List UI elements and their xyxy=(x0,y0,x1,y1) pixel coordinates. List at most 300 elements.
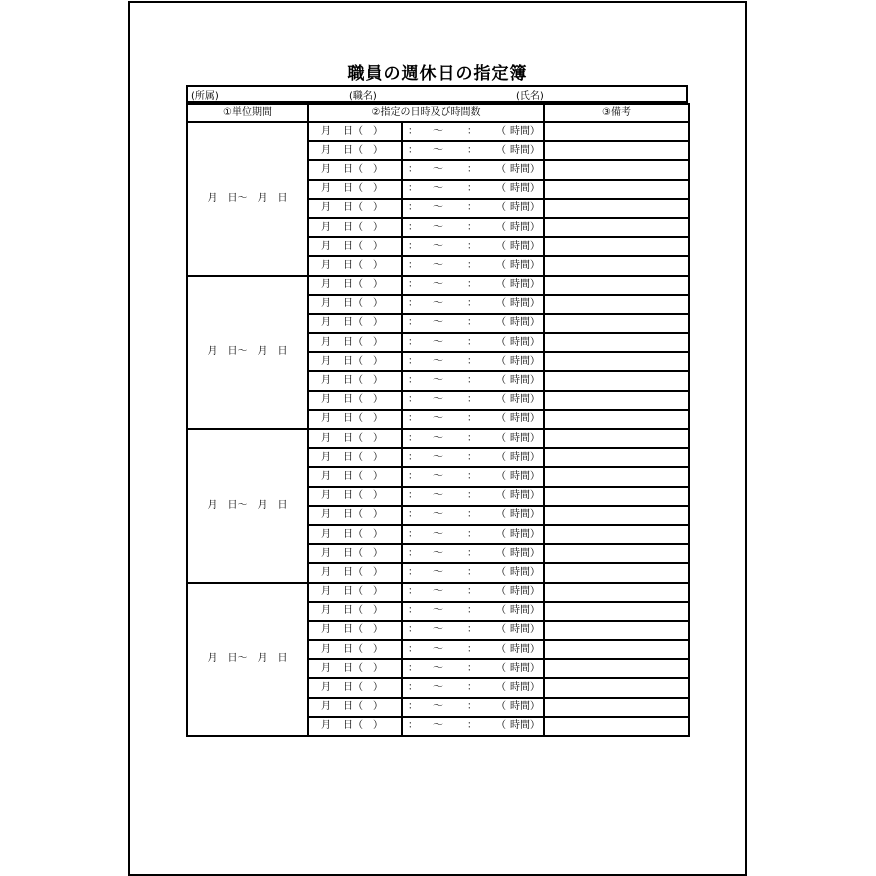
tilde: ～ xyxy=(433,221,443,233)
day-weekday-label: 日（ ） xyxy=(343,279,383,291)
remarks-cell[interactable] xyxy=(544,602,689,621)
paren-open: （ xyxy=(496,682,506,694)
hours-label: 時間） xyxy=(510,163,540,175)
time-range-cell[interactable] xyxy=(402,314,544,333)
tilde: ～ xyxy=(433,586,443,598)
hours-label: 時間） xyxy=(510,701,540,713)
end-colon: ： xyxy=(467,566,477,578)
month-label: 月 xyxy=(321,394,331,406)
date-cell[interactable] xyxy=(308,276,402,295)
date-cell[interactable] xyxy=(308,141,402,160)
paren-open: （ xyxy=(496,298,506,310)
end-colon: ： xyxy=(467,163,477,175)
time-range-cell[interactable] xyxy=(402,276,544,295)
date-cell[interactable] xyxy=(308,352,402,371)
remarks-cell[interactable] xyxy=(544,276,689,295)
time-range-cell[interactable] xyxy=(402,525,544,544)
date-cell[interactable] xyxy=(308,199,402,218)
period-cell[interactable]: 月 日～ 月 日 xyxy=(187,583,308,737)
month-label: 月 xyxy=(321,240,331,252)
start-colon: ： xyxy=(408,451,418,463)
start-colon: ： xyxy=(408,336,418,348)
hours-label: 時間） xyxy=(510,394,540,406)
paren-open: （ xyxy=(496,125,506,137)
end-colon: ： xyxy=(467,259,477,271)
day-weekday-label: 日（ ） xyxy=(343,202,383,214)
end-colon: ： xyxy=(467,336,477,348)
start-colon: ： xyxy=(408,566,418,578)
start-colon: ： xyxy=(408,202,418,214)
end-colon: ： xyxy=(467,470,477,482)
hours-label: 時間） xyxy=(510,125,540,137)
paren-open: （ xyxy=(496,336,506,348)
paren-open: （ xyxy=(496,432,506,444)
remarks-cell[interactable] xyxy=(544,467,689,486)
date-cell[interactable] xyxy=(308,544,402,563)
date-cell[interactable] xyxy=(308,429,402,448)
month-label: 月 xyxy=(321,643,331,655)
job-title-field[interactable] xyxy=(346,87,513,101)
date-cell[interactable] xyxy=(308,448,402,467)
time-range-cell[interactable] xyxy=(402,659,544,678)
paren-open: （ xyxy=(496,720,506,732)
remarks-cell[interactable] xyxy=(544,659,689,678)
paren-open: （ xyxy=(496,240,506,252)
day-weekday-label: 日（ ） xyxy=(343,163,383,175)
start-colon: ： xyxy=(408,605,418,617)
day-weekday-label: 日（ ） xyxy=(343,125,383,137)
end-colon: ： xyxy=(467,624,477,636)
paren-open: （ xyxy=(496,279,506,291)
remarks-cell[interactable] xyxy=(544,678,689,697)
tilde: ～ xyxy=(433,413,443,425)
hours-label: 時間） xyxy=(510,144,540,156)
period-cell[interactable]: 月 日～ 月 日 xyxy=(187,122,308,276)
end-colon: ： xyxy=(467,701,477,713)
end-colon: ： xyxy=(467,279,477,291)
remarks-cell[interactable] xyxy=(544,640,689,659)
remarks-cell[interactable] xyxy=(544,391,689,410)
table-header-row xyxy=(187,104,689,122)
month-label: 月 xyxy=(321,566,331,578)
date-cell[interactable] xyxy=(308,391,402,410)
month-label: 月 xyxy=(321,605,331,617)
time-range-cell[interactable] xyxy=(402,371,544,390)
month-label: 月 xyxy=(321,528,331,540)
hours-label: 時間） xyxy=(510,259,540,271)
date-cell[interactable] xyxy=(308,640,402,659)
time-range-cell[interactable] xyxy=(402,256,544,275)
end-colon: ： xyxy=(467,240,477,252)
remarks-cell[interactable] xyxy=(544,237,689,256)
remarks-cell[interactable] xyxy=(544,371,689,390)
day-weekday-label: 日（ ） xyxy=(343,183,383,195)
paren-open: （ xyxy=(496,144,506,156)
end-colon: ： xyxy=(467,394,477,406)
time-range-cell[interactable] xyxy=(402,563,544,582)
tilde: ～ xyxy=(433,317,443,329)
form-title: 職員の週休日の指定簿 xyxy=(347,64,528,84)
tilde: ～ xyxy=(433,470,443,482)
paren-open: （ xyxy=(496,451,506,463)
month-label: 月 xyxy=(321,125,331,137)
month-label: 月 xyxy=(321,624,331,636)
end-colon: ： xyxy=(467,432,477,444)
date-cell[interactable] xyxy=(308,256,402,275)
end-colon: ： xyxy=(467,643,477,655)
hours-label: 時間） xyxy=(510,202,540,214)
start-colon: ： xyxy=(408,643,418,655)
time-range-cell[interactable] xyxy=(402,141,544,160)
date-cell[interactable] xyxy=(308,371,402,390)
paren-open: （ xyxy=(496,470,506,482)
hours-label: 時間） xyxy=(510,720,540,732)
date-cell[interactable] xyxy=(308,180,402,199)
start-colon: ： xyxy=(408,317,418,329)
date-cell[interactable] xyxy=(308,410,402,429)
month-label: 月 xyxy=(321,259,331,271)
date-cell[interactable] xyxy=(308,487,402,506)
start-colon: ： xyxy=(408,528,418,540)
end-colon: ： xyxy=(467,413,477,425)
remarks-cell[interactable] xyxy=(544,487,689,506)
time-range-cell[interactable] xyxy=(402,621,544,640)
day-weekday-label: 日（ ） xyxy=(343,317,383,329)
start-colon: ： xyxy=(408,624,418,636)
remarks-cell[interactable] xyxy=(544,583,689,602)
header-remarks: ③備考 xyxy=(544,104,689,122)
month-label: 月 xyxy=(321,451,331,463)
paren-open: （ xyxy=(496,528,506,540)
time-range-cell[interactable] xyxy=(402,180,544,199)
remarks-cell[interactable] xyxy=(544,563,689,582)
tilde: ～ xyxy=(433,662,443,674)
start-colon: ： xyxy=(408,470,418,482)
start-colon: ： xyxy=(408,221,418,233)
hours-label: 時間） xyxy=(510,183,540,195)
hours-label: 時間） xyxy=(510,221,540,233)
day-weekday-label: 日（ ） xyxy=(343,547,383,559)
month-label: 月 xyxy=(321,586,331,598)
tilde: ～ xyxy=(433,528,443,540)
tilde: ～ xyxy=(433,451,443,463)
time-range-cell[interactable] xyxy=(402,237,544,256)
paren-open: （ xyxy=(496,202,506,214)
start-colon: ： xyxy=(408,259,418,271)
paren-open: （ xyxy=(496,624,506,636)
remarks-cell[interactable] xyxy=(544,218,689,237)
start-colon: ： xyxy=(408,413,418,425)
start-colon: ： xyxy=(408,375,418,387)
time-range-cell[interactable] xyxy=(402,717,544,736)
time-range-cell[interactable] xyxy=(402,218,544,237)
day-weekday-label: 日（ ） xyxy=(343,682,383,694)
time-range-cell[interactable] xyxy=(402,391,544,410)
tilde: ～ xyxy=(433,547,443,559)
hours-label: 時間） xyxy=(510,586,540,598)
day-weekday-label: 日（ ） xyxy=(343,605,383,617)
date-cell[interactable] xyxy=(308,314,402,333)
hours-label: 時間） xyxy=(510,375,540,387)
paren-open: （ xyxy=(496,163,506,175)
time-range-cell[interactable] xyxy=(402,602,544,621)
paren-open: （ xyxy=(496,547,506,559)
paren-open: （ xyxy=(496,259,506,271)
paren-open: （ xyxy=(496,355,506,367)
day-weekday-label: 日（ ） xyxy=(343,355,383,367)
hours-label: 時間） xyxy=(510,240,540,252)
end-colon: ： xyxy=(467,509,477,521)
hours-label: 時間） xyxy=(510,355,540,367)
time-range-cell[interactable] xyxy=(402,352,544,371)
end-colon: ： xyxy=(467,355,477,367)
tilde: ～ xyxy=(433,643,443,655)
day-weekday-label: 日（ ） xyxy=(343,586,383,598)
remarks-cell[interactable] xyxy=(544,717,689,736)
month-label: 月 xyxy=(321,336,331,348)
day-weekday-label: 日（ ） xyxy=(343,624,383,636)
month-label: 月 xyxy=(321,490,331,502)
day-weekday-label: 日（ ） xyxy=(343,240,383,252)
date-cell[interactable] xyxy=(308,583,402,602)
remarks-cell[interactable] xyxy=(544,525,689,544)
month-label: 月 xyxy=(321,470,331,482)
month-label: 月 xyxy=(321,317,331,329)
end-colon: ： xyxy=(467,605,477,617)
time-range-cell[interactable] xyxy=(402,199,544,218)
date-cell[interactable] xyxy=(308,621,402,640)
start-colon: ： xyxy=(408,394,418,406)
date-cell[interactable] xyxy=(308,602,402,621)
time-range-cell[interactable] xyxy=(402,410,544,429)
end-colon: ： xyxy=(467,662,477,674)
day-weekday-label: 日（ ） xyxy=(343,144,383,156)
remarks-cell[interactable] xyxy=(544,352,689,371)
day-weekday-label: 日（ ） xyxy=(343,490,383,502)
paren-open: （ xyxy=(496,643,506,655)
time-range-cell[interactable] xyxy=(402,429,544,448)
day-weekday-label: 日（ ） xyxy=(343,394,383,406)
time-range-cell[interactable] xyxy=(402,122,544,141)
start-colon: ： xyxy=(408,662,418,674)
date-cell[interactable] xyxy=(308,122,402,141)
tilde: ～ xyxy=(433,336,443,348)
tilde: ～ xyxy=(433,202,443,214)
date-cell[interactable] xyxy=(308,506,402,525)
end-colon: ： xyxy=(467,682,477,694)
date-cell[interactable] xyxy=(308,237,402,256)
time-range-cell[interactable] xyxy=(402,467,544,486)
start-colon: ： xyxy=(408,682,418,694)
name-field[interactable] xyxy=(513,87,686,101)
remarks-cell[interactable] xyxy=(544,314,689,333)
tilde: ～ xyxy=(433,240,443,252)
date-cell[interactable] xyxy=(308,717,402,736)
date-cell[interactable] xyxy=(308,678,402,697)
date-cell[interactable] xyxy=(308,698,402,717)
month-label: 月 xyxy=(321,355,331,367)
remarks-cell[interactable] xyxy=(544,295,689,314)
tilde: ～ xyxy=(433,566,443,578)
period-cell[interactable]: 月 日～ 月 日 xyxy=(187,276,308,430)
hours-label: 時間） xyxy=(510,317,540,329)
month-label: 月 xyxy=(321,163,331,175)
end-colon: ： xyxy=(467,221,477,233)
time-range-cell[interactable] xyxy=(402,333,544,352)
period-cell[interactable]: 月 日～ 月 日 xyxy=(187,429,308,583)
tilde: ～ xyxy=(433,183,443,195)
remarks-cell[interactable] xyxy=(544,698,689,717)
paren-open: （ xyxy=(496,662,506,674)
time-range-cell[interactable] xyxy=(402,160,544,179)
hours-label: 時間） xyxy=(510,605,540,617)
date-cell[interactable] xyxy=(308,563,402,582)
month-label: 月 xyxy=(321,509,331,521)
date-cell[interactable] xyxy=(308,659,402,678)
remarks-cell[interactable] xyxy=(544,160,689,179)
day-weekday-label: 日（ ） xyxy=(343,259,383,271)
paren-open: （ xyxy=(496,394,506,406)
paren-open: （ xyxy=(496,509,506,521)
day-weekday-label: 日（ ） xyxy=(343,643,383,655)
day-weekday-label: 日（ ） xyxy=(343,509,383,521)
date-cell[interactable] xyxy=(308,467,402,486)
day-weekday-label: 日（ ） xyxy=(343,221,383,233)
time-range-cell[interactable] xyxy=(402,295,544,314)
paren-open: （ xyxy=(496,586,506,598)
day-weekday-label: 日（ ） xyxy=(343,451,383,463)
remarks-cell[interactable] xyxy=(544,199,689,218)
remarks-cell[interactable] xyxy=(544,256,689,275)
hours-label: 時間） xyxy=(510,298,540,310)
remarks-cell[interactable] xyxy=(544,448,689,467)
date-cell[interactable] xyxy=(308,160,402,179)
start-colon: ： xyxy=(408,183,418,195)
table-row xyxy=(187,429,689,448)
start-colon: ： xyxy=(408,701,418,713)
end-colon: ： xyxy=(467,317,477,329)
end-colon: ： xyxy=(467,720,477,732)
end-colon: ： xyxy=(467,547,477,559)
start-colon: ： xyxy=(408,355,418,367)
end-colon: ： xyxy=(467,375,477,387)
hours-label: 時間） xyxy=(510,490,540,502)
employee-info-row xyxy=(186,85,688,103)
tilde: ～ xyxy=(433,355,443,367)
header-designation: ②指定の日時及び時間数 xyxy=(308,104,544,122)
remarks-cell[interactable] xyxy=(544,333,689,352)
hours-label: 時間） xyxy=(510,547,540,559)
hours-label: 時間） xyxy=(510,470,540,482)
month-label: 月 xyxy=(321,720,331,732)
hours-label: 時間） xyxy=(510,624,540,636)
table-row xyxy=(187,122,689,141)
remarks-cell[interactable] xyxy=(544,429,689,448)
day-weekday-label: 日（ ） xyxy=(343,701,383,713)
tilde: ～ xyxy=(433,509,443,521)
tilde: ～ xyxy=(433,144,443,156)
month-label: 月 xyxy=(321,682,331,694)
time-range-cell[interactable] xyxy=(402,544,544,563)
tilde: ～ xyxy=(433,605,443,617)
day-weekday-label: 日（ ） xyxy=(343,298,383,310)
day-weekday-label: 日（ ） xyxy=(343,413,383,425)
remarks-cell[interactable] xyxy=(544,410,689,429)
month-label: 月 xyxy=(321,298,331,310)
paren-open: （ xyxy=(496,701,506,713)
date-cell[interactable] xyxy=(308,333,402,352)
tilde: ～ xyxy=(433,259,443,271)
table-row xyxy=(187,583,689,602)
time-range-cell[interactable] xyxy=(402,678,544,697)
tilde: ～ xyxy=(433,125,443,137)
start-colon: ： xyxy=(408,279,418,291)
remarks-cell[interactable] xyxy=(544,180,689,199)
time-range-cell[interactable] xyxy=(402,487,544,506)
day-weekday-label: 日（ ） xyxy=(343,470,383,482)
day-weekday-label: 日（ ） xyxy=(343,662,383,674)
month-label: 月 xyxy=(321,701,331,713)
start-colon: ： xyxy=(408,547,418,559)
start-colon: ： xyxy=(408,163,418,175)
month-label: 月 xyxy=(321,221,331,233)
date-cell[interactable] xyxy=(308,218,402,237)
hours-label: 時間） xyxy=(510,682,540,694)
start-colon: ： xyxy=(408,240,418,252)
end-colon: ： xyxy=(467,528,477,540)
paren-open: （ xyxy=(496,317,506,329)
hours-label: 時間） xyxy=(510,566,540,578)
hours-label: 時間） xyxy=(510,279,540,291)
start-colon: ： xyxy=(408,144,418,156)
remarks-cell[interactable] xyxy=(544,544,689,563)
tilde: ～ xyxy=(433,701,443,713)
start-colon: ： xyxy=(408,125,418,137)
hours-label: 時間） xyxy=(510,451,540,463)
time-range-cell[interactable] xyxy=(402,640,544,659)
day-weekday-label: 日（ ） xyxy=(343,566,383,578)
hours-label: 時間） xyxy=(510,662,540,674)
end-colon: ： xyxy=(467,490,477,502)
paren-open: （ xyxy=(496,566,506,578)
remarks-cell[interactable] xyxy=(544,621,689,640)
paren-open: （ xyxy=(496,490,506,502)
month-label: 月 xyxy=(321,144,331,156)
time-range-cell[interactable] xyxy=(402,506,544,525)
paren-open: （ xyxy=(496,221,506,233)
remarks-cell[interactable] xyxy=(544,506,689,525)
day-weekday-label: 日（ ） xyxy=(343,432,383,444)
time-range-cell[interactable] xyxy=(402,448,544,467)
date-cell[interactable] xyxy=(308,295,402,314)
paren-open: （ xyxy=(496,413,506,425)
start-colon: ： xyxy=(408,490,418,502)
paren-open: （ xyxy=(496,375,506,387)
end-colon: ： xyxy=(467,144,477,156)
date-cell[interactable] xyxy=(308,525,402,544)
time-range-cell[interactable] xyxy=(402,583,544,602)
tilde: ～ xyxy=(433,279,443,291)
tilde: ～ xyxy=(433,394,443,406)
remarks-cell[interactable] xyxy=(544,122,689,141)
remarks-cell[interactable] xyxy=(544,141,689,160)
name-label: (氏名) xyxy=(516,90,544,102)
tilde: ～ xyxy=(433,624,443,636)
hours-label: 時間） xyxy=(510,336,540,348)
time-range-cell[interactable] xyxy=(402,698,544,717)
affiliation-field[interactable] xyxy=(188,87,346,101)
header-period: ①単位期間 xyxy=(187,104,308,122)
